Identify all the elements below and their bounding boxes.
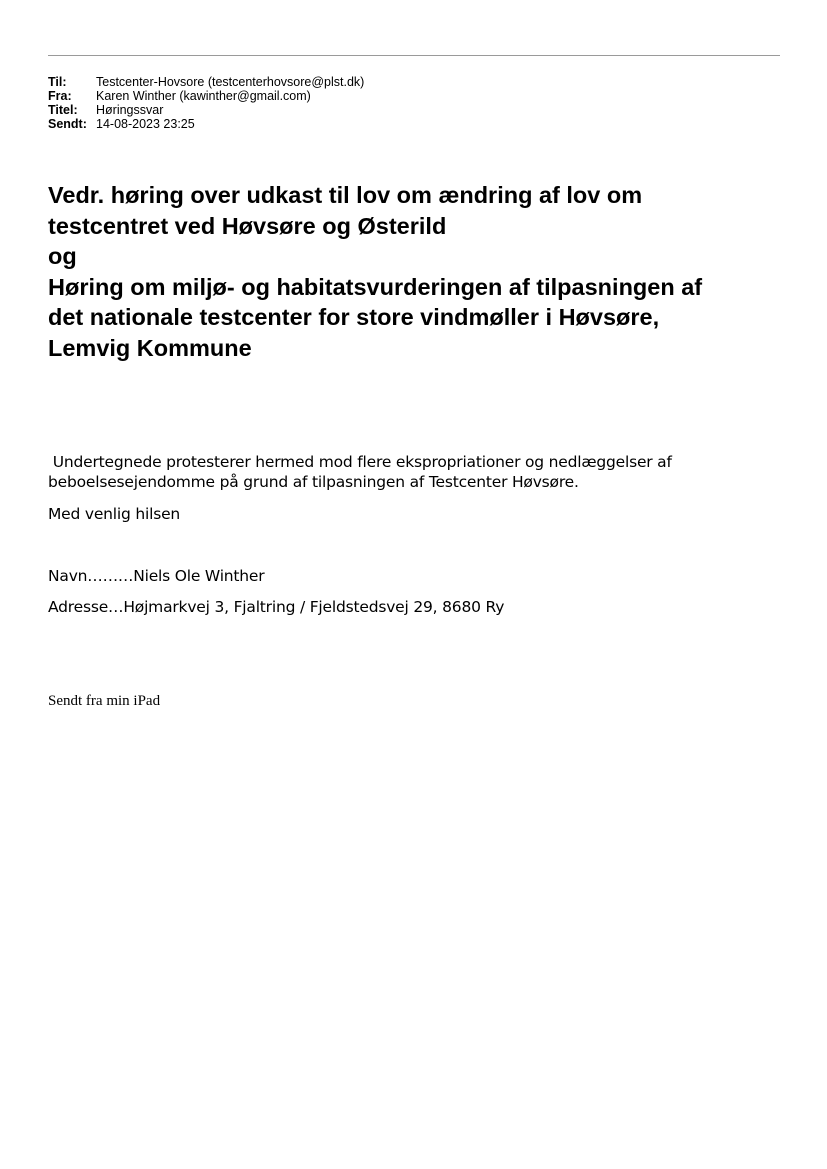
title-row [48,103,364,117]
to-label: Til: [48,75,67,89]
from-row [48,89,364,103]
from-label: Fra: [48,89,72,103]
subject-line: Vedr. høring over udkast til lov om ændring af lov om [48,182,643,208]
from-value: Karen Winther (kawinther@gmail.com) [96,89,311,103]
signer-name: Navn………Niels Ole Winther [48,567,265,585]
subject-heading [48,180,788,363]
subject-line: det nationale testcenter for store vindmøller i Høvsøre, [48,304,660,330]
subject-line: testcentret ved Høvsøre og Østerild [48,212,447,239]
email-header [48,75,364,131]
greeting: Med venlig hilsen [48,505,181,523]
title-value: Høringssvar [96,103,164,117]
sent-from-signature: Sendt fra min iPad [48,693,161,709]
sent-row [48,117,364,131]
protest-paragraph [48,452,778,492]
sent-label: Sendt: [48,117,87,131]
to-row [48,75,364,89]
protest-line: Undertegnede protesterer hermed mod flere ekspropriationer og nedlæggelser af [48,453,672,471]
subject-line: Lemvig Kommune [48,334,252,361]
protest-line: beboelsesejendomme på grund af tilpasningen af Testcenter Høvsøre. [48,473,579,491]
title-label: Titel: [48,103,78,117]
header-divider [48,55,780,56]
subject-line: og [48,243,77,269]
subject-line: Høring om miljø- og habitatsvurderingen af tilpasningen af [48,273,703,300]
signer-address: Adresse…Højmarkvej 3, Fjaltring / Fjeldstedsvej 29, 8680 Ry [48,598,505,616]
to-value: Testcenter-Hovsore (testcenterhovsore@plst.dk) [96,75,365,89]
sent-value: 14-08-2023 23:25 [96,117,195,131]
